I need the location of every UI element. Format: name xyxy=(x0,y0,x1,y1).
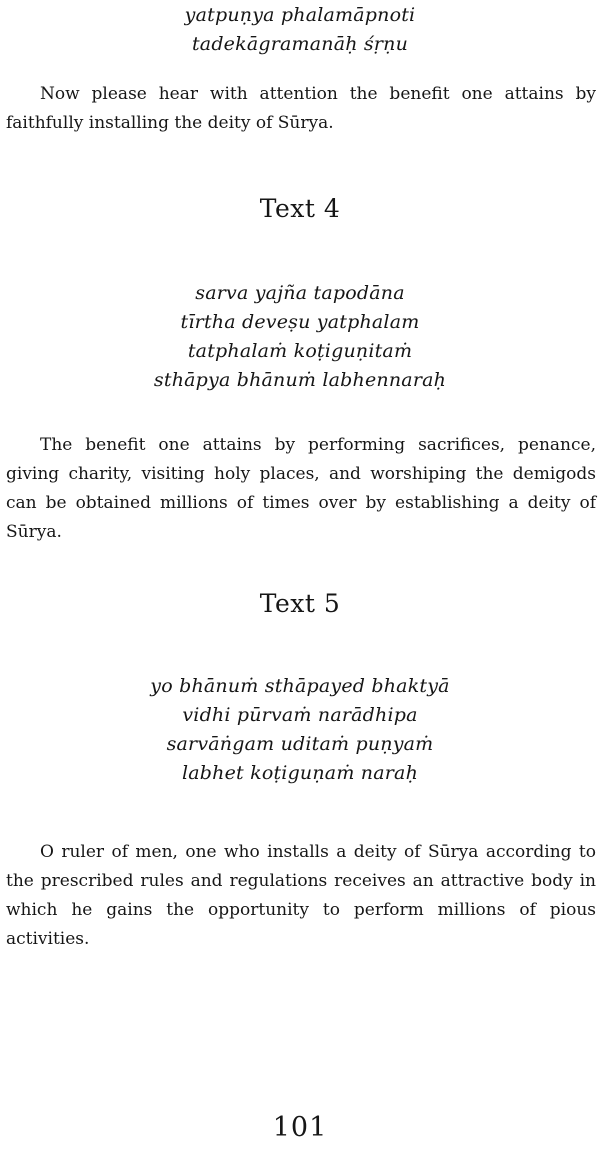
verse-line: tatphalaṁ koṭiguṇitaṁ xyxy=(187,340,413,362)
verse-line: tīrtha deveṣu yatphalam xyxy=(180,311,420,333)
page-number: 101 xyxy=(272,1112,328,1143)
translation-text: O ruler of men, one who installs a deity of Sūrya according to the prescribed rules and regulations receives an attractive body in which he gains the opportunity to perform millions of pious activities. xyxy=(6,842,596,949)
verse-line: tadekāgramanāḥ śṛṇu xyxy=(191,33,409,55)
verse-line: yatpuṇya phalamāpnoti xyxy=(184,4,416,26)
heading-text-4: Text 4 xyxy=(259,194,341,223)
translation-text-4 xyxy=(6,431,596,547)
verse-text-4 xyxy=(0,279,600,395)
verse-line: sarva yajña tapodāna xyxy=(195,282,405,304)
heading-text-5: Text 5 xyxy=(259,589,341,618)
verse-line: yo bhānuṁ sthāpayed bhaktyā xyxy=(150,675,450,697)
verse-line: vidhi pūrvaṁ narādhipa xyxy=(182,704,418,726)
verse-top xyxy=(0,1,600,59)
verse-line: labhet koṭiguṇaṁ naraḥ xyxy=(181,762,419,784)
paragraph-text: Now please hear with attention the benefit one attains by faithfully installing the deity of Sūrya. xyxy=(6,84,596,133)
paragraph-intro xyxy=(6,80,596,138)
translation-text-5 xyxy=(6,838,596,954)
verse-line: sarvāṅgam uditaṁ puṇyaṁ xyxy=(166,733,434,755)
verse-text-5 xyxy=(0,672,600,788)
verse-line: sthāpya bhānuṁ labhennaraḥ xyxy=(153,369,447,391)
translation-text: The benefit one attains by performing sacrifices, penance, giving charity, visiting holy places, and worshiping the demigods can be obtained millions of times over by establishing a deity of Sūrya. xyxy=(6,435,596,542)
